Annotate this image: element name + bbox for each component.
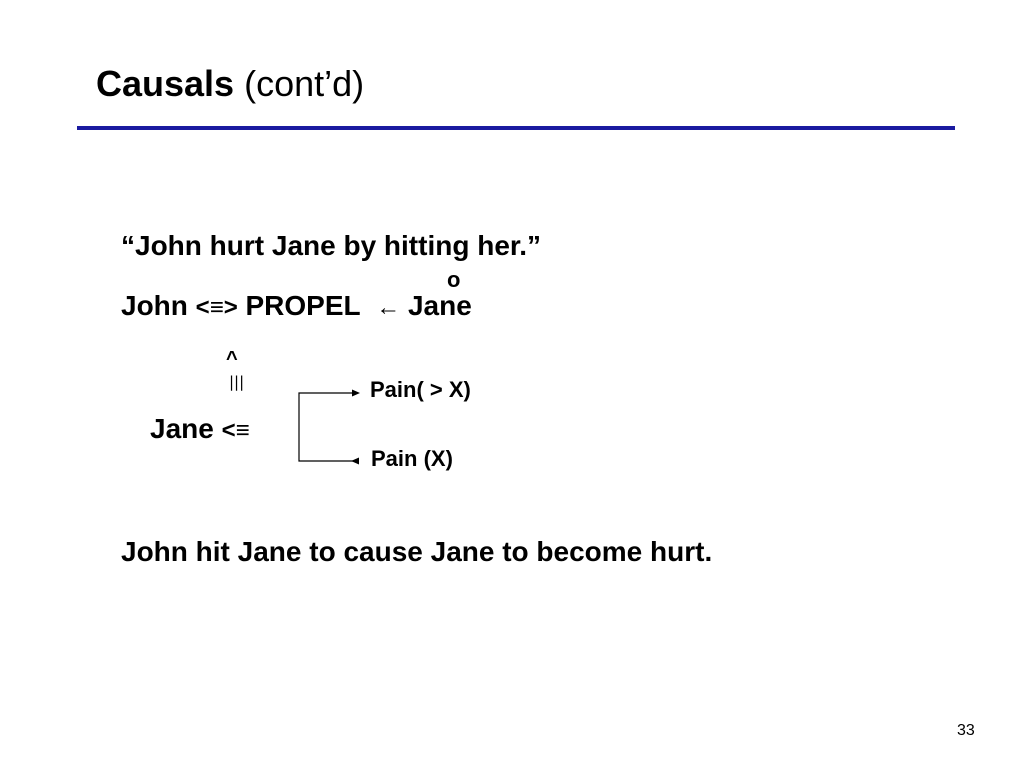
title-rest: (cont’d)	[244, 63, 365, 104]
cd-state-line	[150, 412, 250, 448]
state-to-text: Pain( > X)	[370, 377, 471, 402]
causal-bars-icon: |||	[229, 373, 245, 391]
arrow-to-pain-gt-icon	[352, 390, 360, 397]
actor-text: John	[121, 290, 188, 321]
object-marker: o	[447, 267, 461, 292]
act-text: PROPEL	[245, 290, 361, 321]
title-bold: Causals	[96, 63, 235, 104]
title-divider	[77, 126, 955, 130]
object-arrow-icon: ←	[376, 294, 401, 321]
primitive-link-symbol: <≡>	[195, 294, 238, 321]
cd-propel-line	[121, 289, 472, 325]
page-number: 33	[957, 722, 975, 739]
summary-sentence: John hit Jane to cause Jane to become hurt.	[121, 536, 713, 567]
bracket-line	[299, 393, 356, 461]
arrow-from-pain-x-icon	[351, 458, 359, 465]
state-link-symbol: <≡	[221, 417, 250, 444]
slide-title	[96, 62, 364, 106]
state-from-text: Pain (X)	[371, 446, 453, 471]
object-text: Jane	[407, 290, 472, 321]
causal-caret-icon: ^	[226, 348, 238, 370]
example-sentence: “John hurt Jane by hitting her.”	[121, 230, 542, 261]
state-subject-text: Jane	[150, 413, 214, 444]
